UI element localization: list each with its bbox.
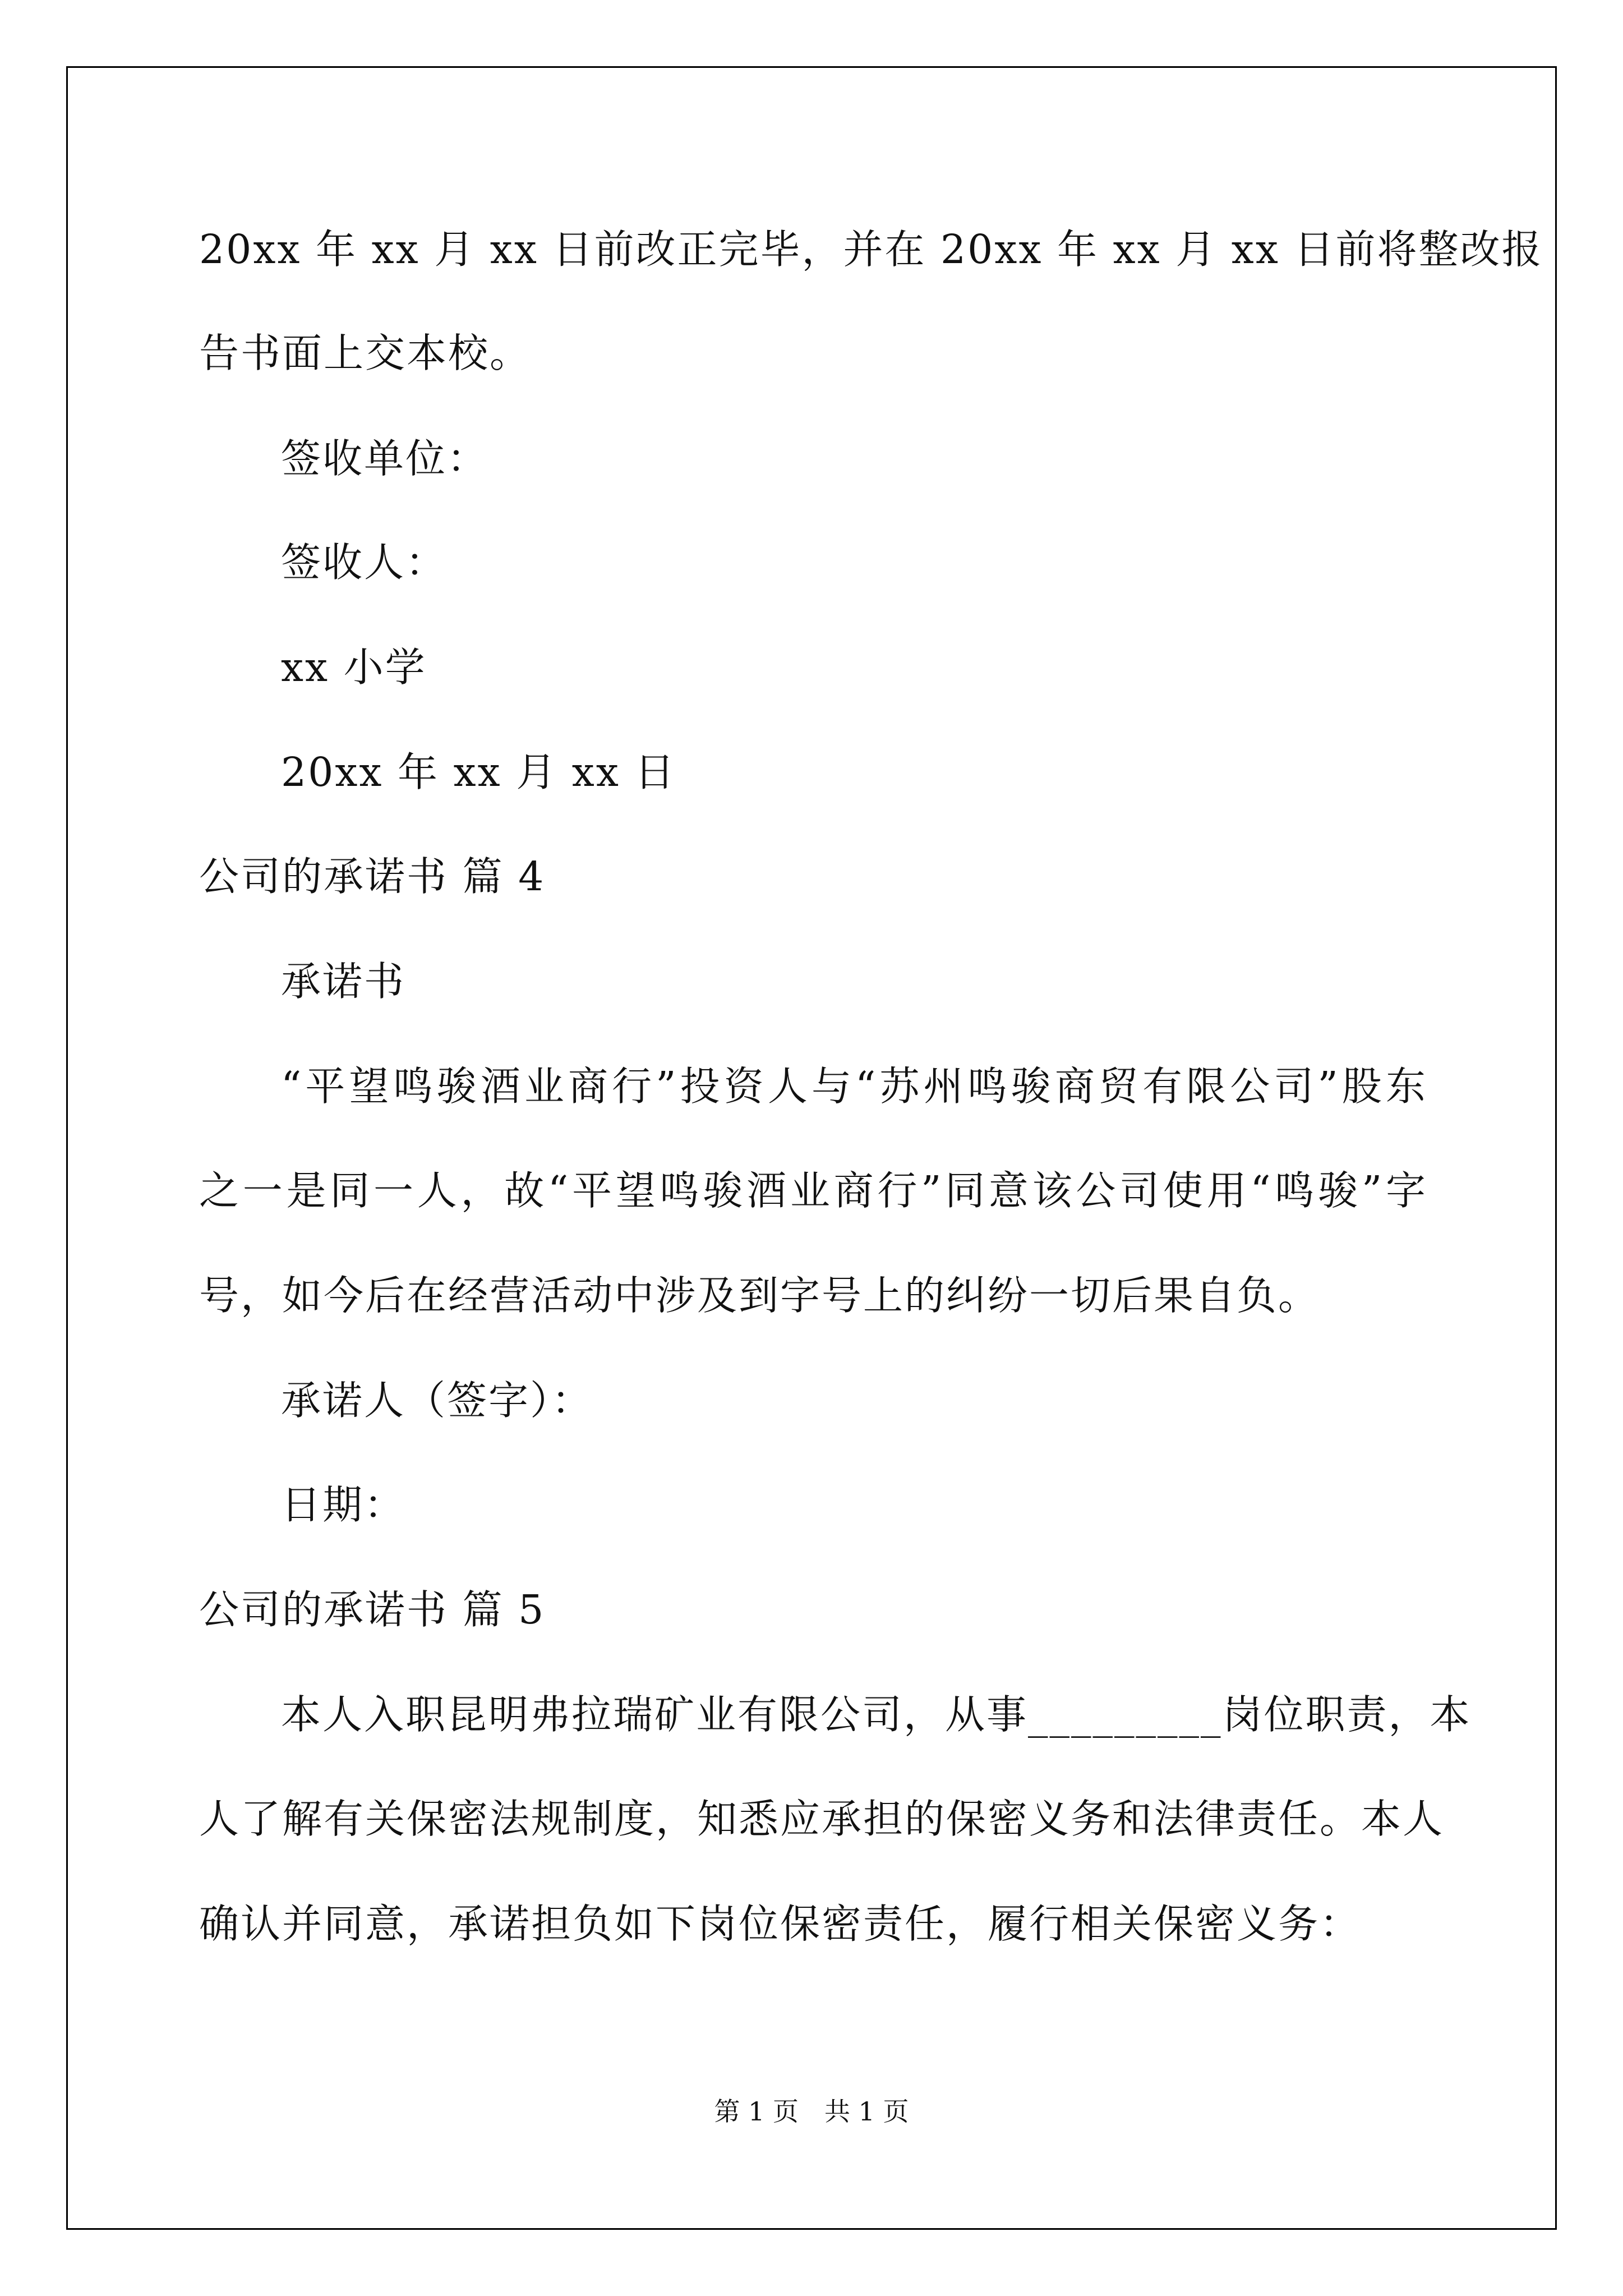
page-footer: 第 1 页 共 1 页	[714, 2096, 909, 2127]
paragraph-line: 告书面上交本校。	[199, 330, 532, 376]
paragraph-line: 确认并同意，承诺担负如下岗位保密责任，履行相关保密义务：	[199, 1901, 1362, 1947]
paragraph-line: 人了解有关保密法规制度，知悉应承担的保密义务和法律责任。本人	[199, 1796, 1445, 1842]
paragraph-line: 之一是同一人，故“平望鸣骏酒业商行”同意该公司使用“鸣骏”字	[199, 1167, 1427, 1214]
date-line: 20xx 年 xx 月 xx 日	[281, 749, 676, 795]
paragraph-line: 本人入职昆明弗拉瑞矿业有限公司，从事_________岗位职责，本	[281, 1691, 1472, 1738]
school-name: xx 小学	[281, 644, 427, 691]
paragraph-line: “平望鸣骏酒业商行”投资人与“苏州鸣骏商贸有限公司”股东	[281, 1063, 1427, 1110]
date-label: 日期：	[281, 1481, 406, 1528]
signing-unit-label: 签收单位：	[281, 435, 489, 482]
section-heading: 公司的承诺书 篇 4	[199, 853, 546, 900]
section-heading: 公司的承诺书 篇 5	[199, 1586, 546, 1633]
signer-label: 签收人：	[281, 539, 448, 586]
promisor-signature-label: 承诺人（签字）：	[281, 1377, 593, 1424]
paragraph-line: 20xx 年 xx 月 xx 日前改正完毕，并在 20xx 年 xx 月 xx 日前将整改报	[199, 226, 1543, 273]
paragraph-line: 号，如今后在经营活动中涉及到字号上的纠纷一切后果自负。	[199, 1272, 1320, 1319]
document-title: 承诺书	[281, 958, 406, 1005]
